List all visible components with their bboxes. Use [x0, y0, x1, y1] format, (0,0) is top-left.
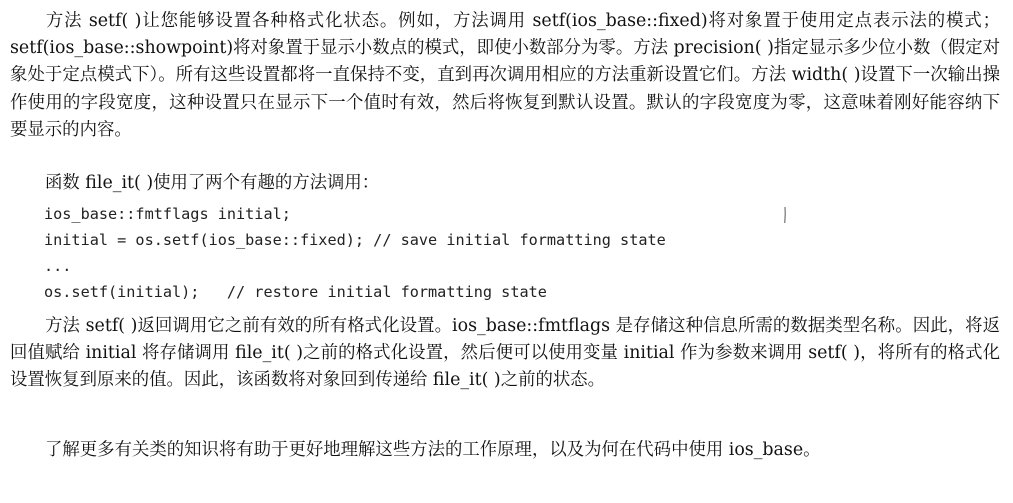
paragraph-conclusion — [10, 437, 1000, 464]
code-line-1: ios_base::fmtflags initial; — [44, 205, 291, 223]
paragraph-text: 函数 file_it( )使用了两个有趣的方法调用： — [45, 173, 380, 193]
paragraph-text: 方法 setf( )返回调用它之前有效的所有格式化设置。ios_base::fmtflags 是存储这种信息所需的数据类型名称。因此，将返回值赋给 initial 将存储调用 file_it( )之前的格式化设置，然后便可以使用变量 initial 作为参数来调用 setf( )，将所有的格式化设置恢复到原来的值。因此，该函数将对象回到传递给 file_it( )之前的状态。 — [10, 316, 1000, 391]
paragraph-text: 了解更多有关类的知识将有助于更好地理解这些方法的工作原理，以及为何在代码中使用 ios_base。 — [45, 440, 821, 460]
code-line-4: os.setf(initial); // restore initial formatting state — [44, 283, 547, 301]
paragraph-text: 方法 setf( )让您能够设置各种格式化状态。例如，方法调用 setf(ios_base::fixed)将对象置于使用定点表示法的模式；setf(ios_base::showpoint)将对象置于显示小数点的模式，即使小数部分为零。方法 precision( )指定显示多少位小数（假定对象处于定点模式下）。所有这些设置都将一直保持不变，直到再次调用相应的方法重新设置它们。方法 width( )设置下一次输出操作使用的字段宽度，这种设置只在显示下一个值时有效，然后将恢复到默认设置。默认的字段宽度为零，这意味着刚好能容纳下要显示的内容。 — [10, 11, 1000, 140]
paragraph-file-it-intro — [10, 170, 1000, 197]
stray-pen-mark — [784, 207, 786, 223]
code-line-3: ... — [44, 257, 72, 275]
code-line-2: initial = os.setf(ios_base::fixed); // save initial formatting state — [44, 231, 666, 249]
paragraph-setf-return — [10, 313, 1000, 395]
paragraph-setf-description — [10, 8, 1000, 144]
